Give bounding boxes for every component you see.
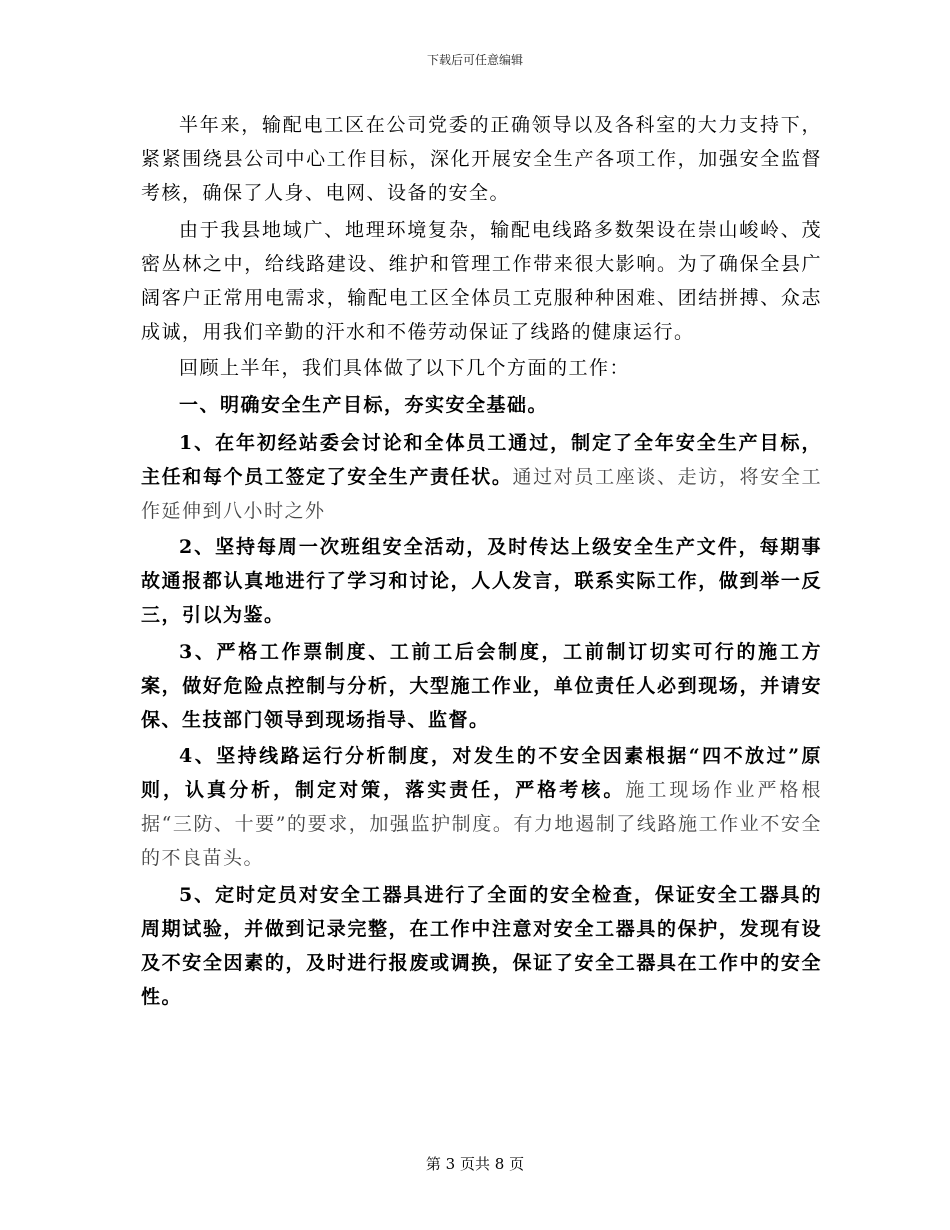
page-header-note: 下载后可任意编辑 [426, 53, 523, 67]
list-item-4-plain: 施工现场作业严格根据“三防、十要”的要求，加强监护制度。有力地遏制了线路施工作业不安全的不良苗头。 [141, 779, 822, 869]
list-item-5: 5、定时定员对安全工器具进行了全面的安全检查，保证安全工器具的周期试验，并做到记录完整，在工作中注意对安全工器具的保护，发现有设及不安全因素的，及时进行报废或调换，保证了安全工器具在工作中的安全性。 [141, 883, 822, 1008]
paragraph-background: 由于我县地域广、地理环境复杂，输配电线路多数架设在崇山峻岭、茂密丛林之中，给线路建设、维护和管理工作带来很大影响。为了确保全县广阔客户正常用电需求，输配电工区全体员工克服种种困难、团结拼搏、众志成诚，用我们辛勤的汗水和不倦劳动保证了线路的健康运行。 [141, 218, 822, 343]
page-number: 第 3 页共 8 页 [425, 1155, 525, 1173]
list-item-3: 3、严格工作票制度、工前工后会制度，工前制订切实可行的施工方案，做好危险点控制与分析，大型施工作业，单位责任人必到现场，并请安保、生技部门领导到现场指导、监督。 [141, 640, 822, 731]
list-item-2: 2、坚持每周一次班组安全活动，及时传达上级安全生产文件，每期事故通报都认真地进行了学习和讨论，人人发言，联系实际工作，做到举一反三，引以为鉴。 [141, 536, 822, 626]
paragraph-intro: 半年来，输配电工区在公司党委的正确领导以及各科室的大力支持下，紧紧围绕县公司中心工作目标，深化开展安全生产各项工作，加强安全监督考核，确保了人身、电网、设备的安全。 [141, 114, 822, 204]
list-item-1 [141, 426, 822, 528]
list-item-4-bold: 4、坚持线路运行分析制度，对发生的不安全因素根据“四不放过”原则，认真分析，制定对策，落实责任，严格考核。 [141, 745, 822, 801]
list-item-1-bold: 1、在年初经站委会讨论和全体员工通过，制定了全年安全生产目标，主任和每个员工签定了安全生产责任状。 [141, 431, 822, 488]
list-item-1-plain: 通过对员工座谈、走访，将安全工作延伸到八小时之外 [141, 465, 822, 522]
list-item-4 [141, 739, 822, 875]
paragraph-review: 回顾上半年，我们具体做了以下几个方面的工作： [179, 357, 631, 379]
document-body [141, 108, 822, 1016]
section-heading-1: 一、明确安全生产目标，夯实安全基础。 [179, 393, 549, 416]
